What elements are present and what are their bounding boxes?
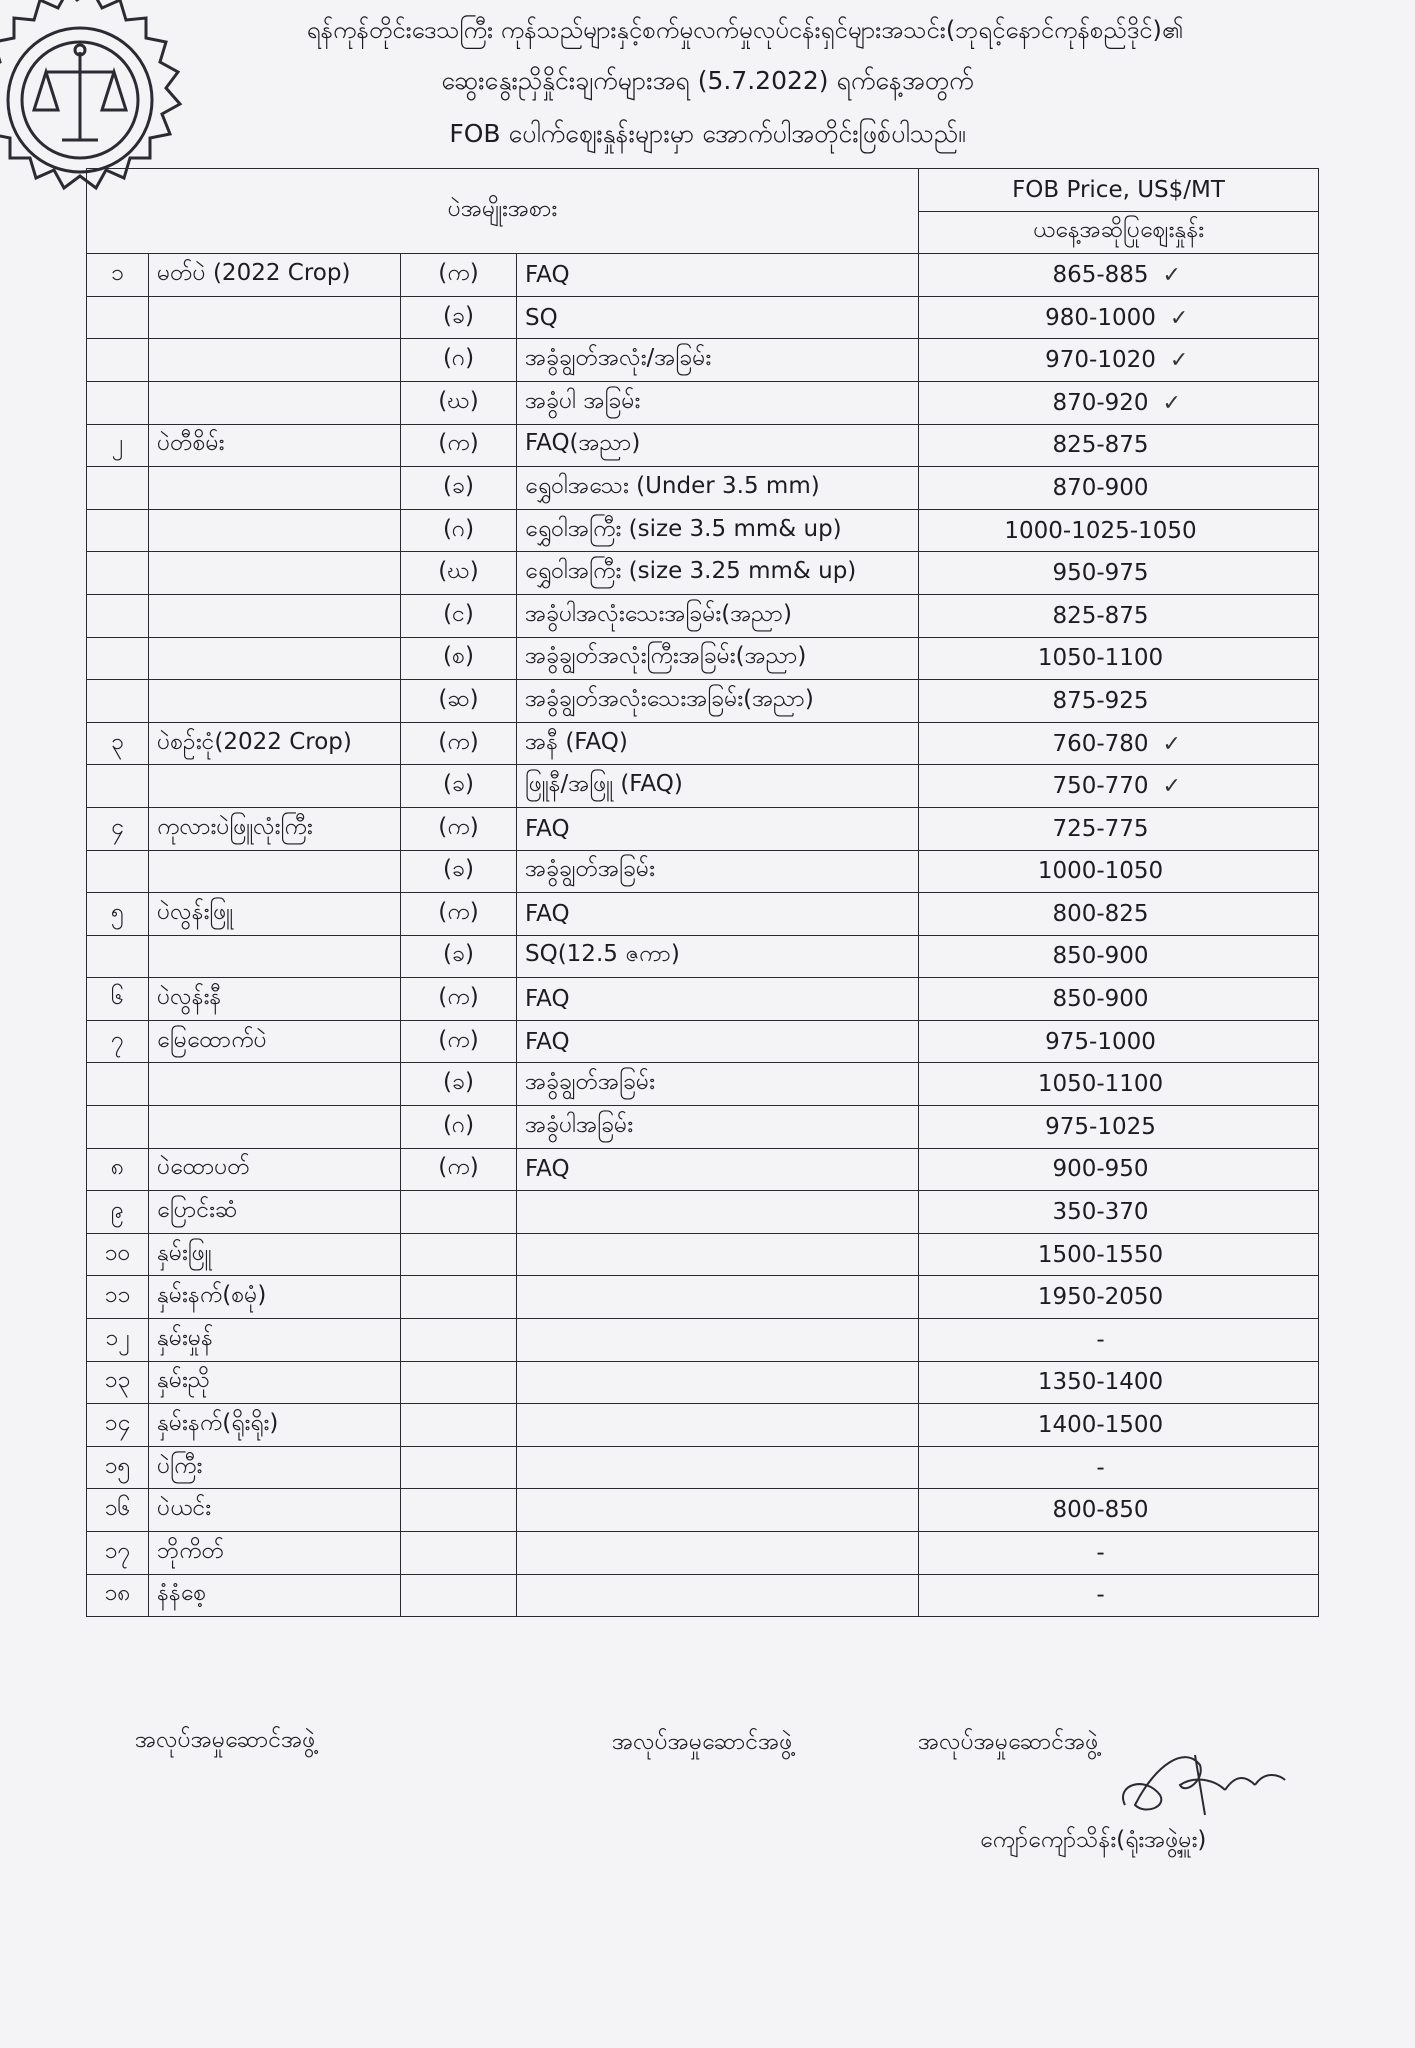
row-price: 975-1000 bbox=[1045, 1028, 1156, 1055]
row-sub-label: (ခ) bbox=[443, 941, 474, 968]
row-grade: FAQ(အညာ) bbox=[525, 430, 641, 457]
footer-signer-name: ကျော်ကျော်သိန်း(ရုံးအဖွဲ့မှူး) bbox=[980, 1827, 1207, 1853]
table-row bbox=[87, 1361, 1319, 1404]
table-row bbox=[87, 339, 1319, 382]
row-item-name: နှမ်းနက်(ရိုးရိုး) bbox=[157, 1410, 279, 1437]
row-sub-label: (ဆ) bbox=[438, 685, 479, 712]
row-grade: ရွှေဝါအကြီး (size 3.25 mm& up) bbox=[525, 558, 857, 585]
row-item-name: ပြောင်းဆံ bbox=[157, 1197, 238, 1224]
table-row bbox=[87, 978, 1319, 1021]
row-price: 870-920 bbox=[1052, 389, 1149, 416]
row-grade: အခွံပါအလုံးသေးအခြမ်း(အညာ) bbox=[525, 600, 792, 627]
row-price: 865-885 bbox=[1052, 261, 1149, 288]
row-price: 800-850 bbox=[1052, 1497, 1149, 1524]
row-price: 1050-1100 bbox=[1037, 1071, 1164, 1098]
row-grade: အခွံချွတ်အခြမ်း bbox=[525, 856, 655, 883]
row-price: 900-950 bbox=[1052, 1156, 1149, 1183]
table-row bbox=[87, 1233, 1319, 1276]
price-column-subheader: ယနေ့အဆိုပြုဈေးနှုန်း bbox=[919, 211, 1319, 254]
row-price: 1400-1500 bbox=[1037, 1412, 1164, 1439]
row-item-name: ဘိုကိတ် bbox=[157, 1537, 225, 1564]
row-sub-label: (ဂ) bbox=[442, 1111, 475, 1138]
header-line-3: FOB ပေါက်ဈေးနှုန်းများမှာ အောက်ပါအတိုင်းဖြစ်ပါသည်။ bbox=[449, 119, 966, 148]
row-sub-label: (က) bbox=[438, 1154, 479, 1181]
table-row bbox=[87, 254, 1319, 297]
table-row bbox=[87, 807, 1319, 850]
row-number: ၁၇ bbox=[104, 1537, 131, 1564]
row-number: ၆ bbox=[111, 984, 124, 1011]
row-grade: FAQ bbox=[525, 900, 570, 927]
row-number: ၁၂ bbox=[105, 1324, 130, 1351]
row-price: 850-900 bbox=[1052, 943, 1149, 970]
footer-member-1: အလုပ်အမှုဆောင်အဖွဲ့ bbox=[135, 1727, 316, 1753]
table-row bbox=[87, 850, 1319, 893]
fob-price-table bbox=[86, 168, 1319, 1617]
row-price: 800-825 bbox=[1052, 900, 1149, 927]
row-price: 870-900 bbox=[1052, 474, 1149, 501]
table-row bbox=[87, 1489, 1319, 1532]
row-grade: အခွံပါအခြမ်း bbox=[525, 1111, 634, 1138]
table-row bbox=[87, 381, 1319, 424]
row-number: ၅ bbox=[111, 898, 124, 925]
row-item-name: နှမ်းနက်(စမုံ) bbox=[157, 1282, 267, 1309]
row-grade: FAQ bbox=[525, 261, 570, 288]
row-grade: အခွံချွတ်အခြမ်း bbox=[525, 1069, 655, 1096]
row-sub-label: (က) bbox=[438, 259, 479, 286]
row-number: ၇ bbox=[111, 1026, 124, 1053]
table-row bbox=[87, 1319, 1319, 1362]
check-mark-icon: ✓ bbox=[1169, 305, 1189, 331]
row-price: 850-900 bbox=[1052, 986, 1149, 1013]
row-sub-label: (ခ) bbox=[443, 856, 474, 883]
row-price: 750-770 bbox=[1052, 773, 1149, 800]
row-number: ၁၆ bbox=[104, 1495, 131, 1522]
header-line-1: ရန်ကုန်တိုင်းဒေသကြီး ကုန်သည်များနှင့်စက်မှုလက်မှုလုပ်ငန်းရှင်များအသင်း(ဘုရင့်နောင်ကုန်စည်ဒိုင်)၏ bbox=[306, 16, 1184, 44]
row-item-name: နှမ်းညို bbox=[157, 1367, 211, 1394]
row-sub-label: (က) bbox=[438, 813, 479, 840]
row-price: 1050-1100 bbox=[1037, 645, 1164, 672]
row-grade: အနီ (FAQ) bbox=[525, 728, 628, 755]
row-grade: အခွံချွတ်အလုံး/အခြမ်း bbox=[525, 345, 712, 372]
row-price: 980-1000 bbox=[1045, 304, 1156, 331]
row-grade: ရွှေဝါအကြီး (size 3.5 mm& up) bbox=[525, 515, 842, 542]
row-item-name: ပဲထောပတ် bbox=[157, 1154, 250, 1181]
row-item-name: နံနံစေ့ bbox=[157, 1580, 207, 1607]
row-item-name: ပဲစဉ်းငုံ(2022 Crop) bbox=[157, 728, 352, 755]
table-row bbox=[87, 722, 1319, 765]
table-header-row bbox=[87, 169, 1319, 212]
row-grade: SQ(12.5 ဇကာ) bbox=[525, 941, 680, 968]
table-row bbox=[87, 935, 1319, 978]
table-row bbox=[87, 1574, 1319, 1617]
row-number: ၁၈ bbox=[104, 1580, 131, 1607]
check-mark-icon: ✓ bbox=[1169, 348, 1189, 374]
table-row bbox=[87, 1404, 1319, 1447]
row-price: - bbox=[1096, 1582, 1105, 1609]
row-item-name: ပဲလွန်းဖြူ bbox=[157, 898, 234, 925]
row-sub-label: (ဂ) bbox=[442, 345, 475, 372]
row-price: 825-875 bbox=[1052, 432, 1149, 459]
row-number: ၁၀ bbox=[104, 1239, 131, 1266]
table-row bbox=[87, 1446, 1319, 1489]
row-price: 350-370 bbox=[1052, 1199, 1149, 1226]
row-price: 825-875 bbox=[1052, 602, 1149, 629]
price-column-header: FOB Price, US$/MT bbox=[919, 169, 1319, 212]
row-item-name: မတ်ပဲ (2022 Crop) bbox=[157, 259, 351, 286]
row-number: ၄ bbox=[111, 813, 124, 840]
row-item-name: နှမ်းဖြူ bbox=[157, 1239, 212, 1266]
row-grade: FAQ bbox=[525, 986, 570, 1013]
row-item-name: ကုလားပဲဖြူလုံးကြီး bbox=[157, 813, 313, 840]
table-row bbox=[87, 680, 1319, 723]
row-item-name: မြေထောက်ပဲ bbox=[157, 1026, 267, 1053]
row-sub-label: (ဂ) bbox=[442, 515, 475, 542]
table-row bbox=[87, 467, 1319, 510]
footer-member-2: အလုပ်အမှုဆောင်အဖွဲ့ bbox=[612, 1729, 793, 1755]
row-grade: အခွံချွတ်အလုံးကြီးအခြမ်း(အညာ) bbox=[525, 643, 807, 670]
table-row bbox=[87, 552, 1319, 595]
row-price: 1000-1050 bbox=[1037, 858, 1164, 885]
row-number: ၁၁ bbox=[104, 1282, 131, 1309]
item-column-header: ပဲအမျိုးအစား bbox=[87, 169, 919, 254]
row-item-name: ပဲတီစိမ်း bbox=[157, 430, 225, 457]
row-number: ၁၅ bbox=[104, 1452, 131, 1479]
row-number: ၁၄ bbox=[104, 1410, 131, 1437]
footer-member-3: အလုပ်အမှုဆောင်အဖွဲ့ bbox=[918, 1729, 1099, 1755]
row-sub-label: (စ) bbox=[443, 643, 474, 670]
row-grade: FAQ bbox=[525, 1028, 570, 1055]
row-sub-label: (ခ) bbox=[443, 771, 474, 798]
table-row bbox=[87, 765, 1319, 808]
row-price: - bbox=[1096, 1454, 1105, 1481]
table-row bbox=[87, 509, 1319, 552]
table-row bbox=[87, 637, 1319, 680]
row-price: 970-1020 bbox=[1045, 347, 1156, 374]
table-row bbox=[87, 1063, 1319, 1106]
check-mark-icon: ✓ bbox=[1162, 731, 1181, 757]
row-sub-label: (က) bbox=[438, 984, 479, 1011]
row-grade: အခွံချွတ်အလုံးသေးအခြမ်း(အညာ) bbox=[525, 685, 814, 712]
row-price: 725-775 bbox=[1052, 815, 1149, 842]
row-price: 975-1025 bbox=[1045, 1113, 1156, 1140]
row-number: ၁၃ bbox=[104, 1367, 131, 1394]
row-grade: ရွှေဝါအသေး (Under 3.5 mm) bbox=[525, 472, 820, 499]
row-grade: FAQ bbox=[525, 1156, 570, 1183]
header-line-2: ဆွေးနွေးညှိနှိုင်းချက်များအရ (5.7.2022) ရက်နေ့အတွက် bbox=[441, 66, 974, 95]
row-item-name: ပဲလွန်းနီ bbox=[157, 984, 222, 1011]
row-number: ၂ bbox=[111, 430, 124, 457]
row-grade: FAQ bbox=[525, 815, 570, 842]
table-row bbox=[87, 296, 1319, 339]
row-sub-label: (ခ) bbox=[443, 472, 474, 499]
row-grade: SQ bbox=[525, 304, 558, 331]
row-price: 950-975 bbox=[1052, 560, 1149, 587]
row-sub-label: (ခ) bbox=[443, 302, 474, 329]
check-mark-icon: ✓ bbox=[1162, 262, 1181, 288]
row-price: 1000-1025-1050 bbox=[1004, 517, 1197, 544]
row-sub-label: (က) bbox=[438, 728, 479, 755]
table-row bbox=[87, 1532, 1319, 1575]
row-price: 1350-1400 bbox=[1037, 1369, 1164, 1396]
row-item-name: နှမ်းမှုန် bbox=[157, 1324, 213, 1351]
row-price: 760-780 bbox=[1052, 730, 1149, 757]
price-table-body bbox=[87, 169, 1319, 1617]
row-sub-label: (ဃ) bbox=[438, 558, 479, 585]
row-price: 875-925 bbox=[1052, 687, 1149, 714]
table-row bbox=[87, 1191, 1319, 1234]
row-grade: ဖြူနီ/အဖြူ (FAQ) bbox=[525, 771, 683, 798]
row-number: ၁ bbox=[111, 259, 124, 286]
table-row bbox=[87, 1148, 1319, 1191]
row-sub-label: (က) bbox=[438, 430, 479, 457]
table-row bbox=[87, 594, 1319, 637]
row-item-name: ပဲကြီး bbox=[157, 1452, 203, 1479]
row-grade: အခွံပါ အခြမ်း bbox=[525, 387, 641, 414]
signature-icon bbox=[1105, 1735, 1295, 1835]
row-number: ၈ bbox=[110, 1154, 125, 1181]
row-price: 1950-2050 bbox=[1037, 1284, 1164, 1311]
row-number: ၉ bbox=[111, 1197, 124, 1224]
row-sub-label: (င) bbox=[443, 600, 474, 627]
row-price: 1500-1550 bbox=[1037, 1241, 1164, 1268]
table-row bbox=[87, 1020, 1319, 1063]
table-row bbox=[87, 424, 1319, 467]
check-mark-icon: ✓ bbox=[1162, 390, 1181, 416]
row-price: - bbox=[1096, 1539, 1105, 1566]
table-row bbox=[87, 893, 1319, 936]
row-price: - bbox=[1096, 1326, 1105, 1353]
row-sub-label: (က) bbox=[438, 1026, 479, 1053]
table-row bbox=[87, 1106, 1319, 1149]
row-sub-label: (က) bbox=[438, 898, 479, 925]
check-mark-icon: ✓ bbox=[1162, 774, 1181, 800]
table-row bbox=[87, 1276, 1319, 1319]
row-item-name: ပဲယင်း bbox=[157, 1495, 212, 1522]
row-number: ၃ bbox=[111, 728, 124, 755]
row-sub-label: (ခ) bbox=[443, 1069, 474, 1096]
row-sub-label: (ဃ) bbox=[438, 387, 479, 414]
